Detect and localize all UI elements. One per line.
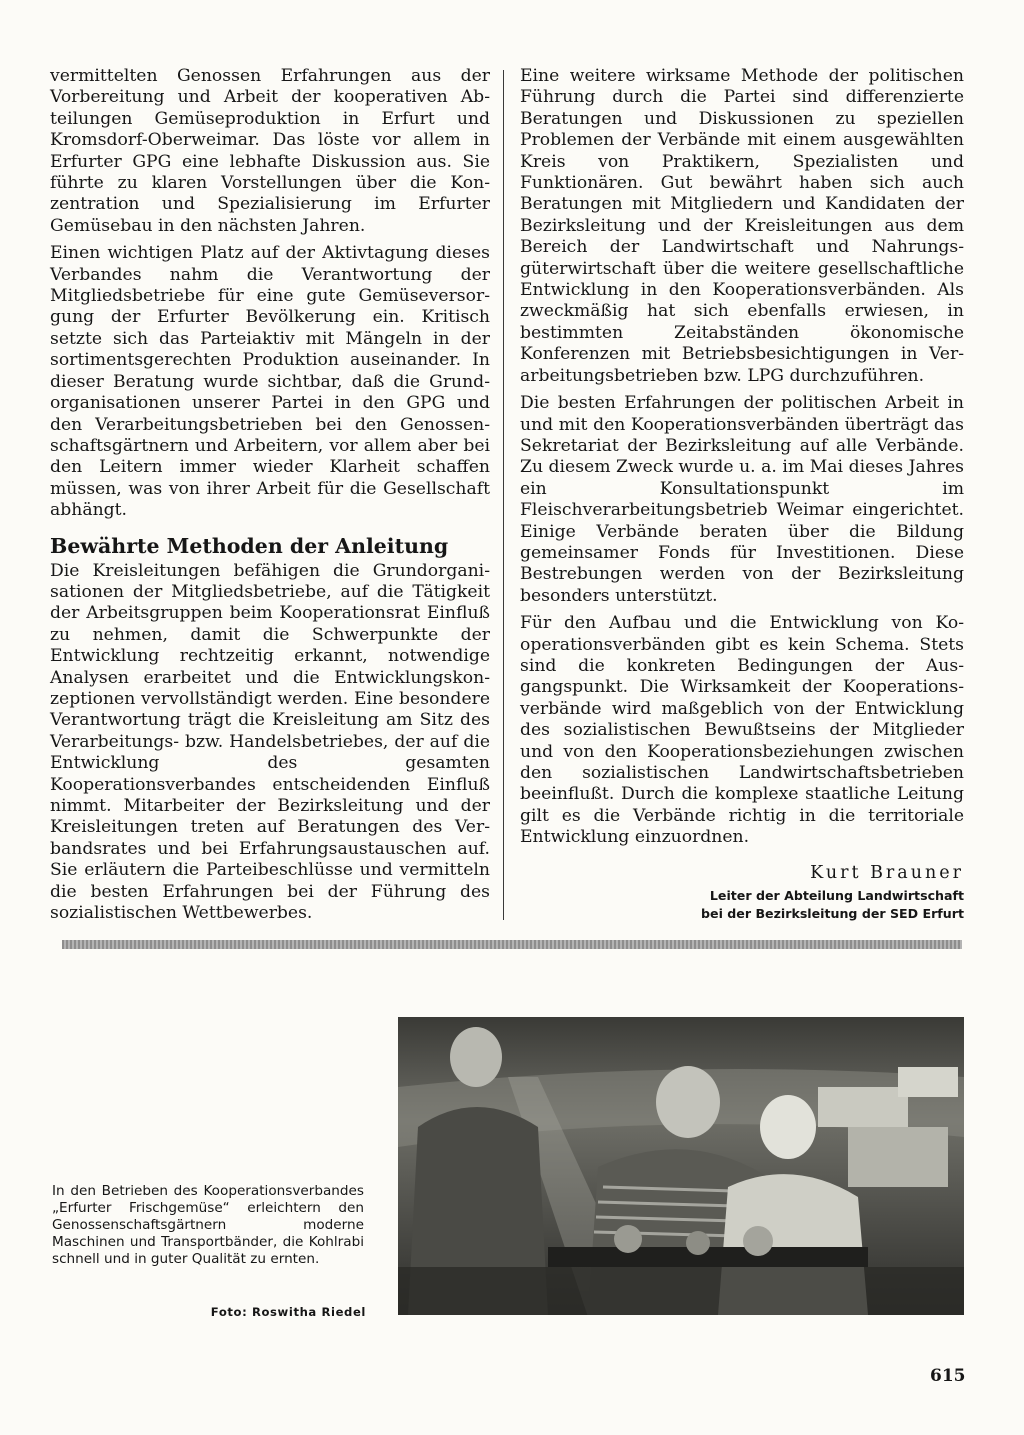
photo-caption: In den Betrieben des Kooperationsverbandes „Erfurter Frischgemüse“ erleichtern den Genossenschaftsgärtnern moderne Maschinen und Transportbänder, die Kohlrabi schnell und in guter Qualität zu ernten. [52, 1183, 364, 1267]
photo-image [398, 1017, 964, 1315]
photo-credit: Foto: Roswitha Riedel [210, 1305, 366, 1319]
section-heading: Bewährte Methoden der Anleitung [50, 533, 449, 558]
body-paragraph: Eine weitere wirksame Methode der politischen Führung durch die Partei sind differenzierte Beratungen und Diskussionen zu speziellen Problemen der Verbände mit einem ausgewählten Kreis von Praktikern, Spezialisten und Funktionären. Gut bewährt haben sich auch Beratungen mit Mitgliedern und Kandidaten der Bezirksleitung und der Kreisleitungen aus dem Bereich der Landwirtschaft und Nahrungsgüterwirtschaft über die weitere gesellschaftliche Entwicklung in den Kooperationsverbänden. Als zweckmäßig hat sich ebenfalls erwiesen, in bestimmten Zeitabständen ökonomische Konferenzen mit Betriebsbesichtigungen in Verarbeitungsbetrieben bzw. LPG durchzuführen. [520, 66, 964, 386]
author-role-line: bei der Bezirksleitung der SED Erfurt [701, 906, 964, 922]
separator-rule [62, 940, 962, 949]
author-role [520, 887, 964, 923]
body-paragraph: Die Kreisleitungen befähigen die Grundorganisationen der Mitgliedsbetriebe, auf die Tätigkeit der Arbeitsgruppen beim Kooperationsrat Einfluß zu nehmen, damit die Schwerpunkte der Entwicklung rechtzeitig erkannt, notwendige Analysen erarbeitet und die Entwicklungskonzeptionen vervollständigt werden. Eine besondere Verantwortung trägt die Kreisleitung am Sitz des Verarbeitungs- bzw. Handelsbetriebes, der auf die Entwicklung des gesamten Kooperationsverbandes entscheidenden Einfluß nimmt. Mitarbeiter der Bezirksleitung und der Kreisleitungen treten auf Beratungen des Verbandsrates und bei Erfahrungsaustauschen auf. Sie erläutern die Parteibeschlüsse und vermitteln die besten Erfahrungen bei der Führung des sozialistischen Wettbewerbes. [50, 560, 490, 924]
author-role-line: Leiter der Abteilung Landwirtschaft [709, 888, 964, 904]
article-column-right [520, 66, 964, 923]
author-name: Kurt Brauner [810, 862, 964, 883]
body-paragraph: Einen wichtigen Platz auf der Aktivtagung dieses Verbandes nahm die Verantwortung der Mitgliedsbetriebe für eine gute Gemüseversorgung der Erfurter Bevölkerung ein. Kritisch setzte sich das Parteiaktiv mit Mängeln in der sortimentsgerechten Produktion auseinander. In dieser Beratung wurde sichtbar, daß die Grundorganisationen unserer Partei in den GPG und den Verarbeitungsbetrieben bei den Genossenschaftsgärtnern und Arbeitern, vor allem aber bei den Leitern immer wieder Klarheit schaffen müssen, was von ihrer Arbeit für die Gesellschaft abhängt. [50, 243, 490, 521]
article-column-left [50, 66, 490, 924]
body-paragraph: vermittelten Genossen Erfahrungen aus der Vorbereitung und Arbeit der kooperativen Abteilungen Gemüseproduktion in Erfurt und Kromsdorf-Oberweimar. Das löste vor allem in Erfurter GPG eine lebhafte Diskussion aus. Sie führte zu klaren Vorstellungen über die Konzentration und Spezialisierung im Erfurter Gemüsebau in den nächsten Jahren. [50, 66, 490, 236]
photo-kohlrabi-harvest [398, 1017, 964, 1315]
body-paragraph: Für den Aufbau und die Entwicklung von Kooperationsverbänden gibt es kein Schema. Stets sind die konkreten Bedingungen der Ausgangspunkt. Die Wirksamkeit der Kooperationsverbände wird maßgeblich von der Entwicklung des sozialistischen Bewußtseins der Mitglieder und von den Kooperationsbeziehungen zwischen den sozialistischen Landwirtschaftsbetrieben beeinflußt. Durch die komplexe staatliche Leitung gilt es die Verbände richtig in die territoriale Entwicklung einzuordnen. [520, 613, 964, 848]
body-paragraph: Die besten Erfahrungen der politischen Arbeit in und mit den Kooperationsverbänden überträgt das Sekretariat der Bezirksleitung auf alle Verbände. Zu diesem Zweck wurde u. a. im Mai dieses Jahres ein Konsultationspunkt im Fleischverarbeitungsbetrieb Weimar eingerichtet. Einige Verbände beraten über die Bildung gemeinsamer Fonds für Investitionen. Diese Bestrebungen werden von der Bezirksleitung besonders unterstützt. [520, 393, 964, 606]
page-number: 615 [930, 1366, 966, 1386]
column-divider [503, 70, 504, 920]
